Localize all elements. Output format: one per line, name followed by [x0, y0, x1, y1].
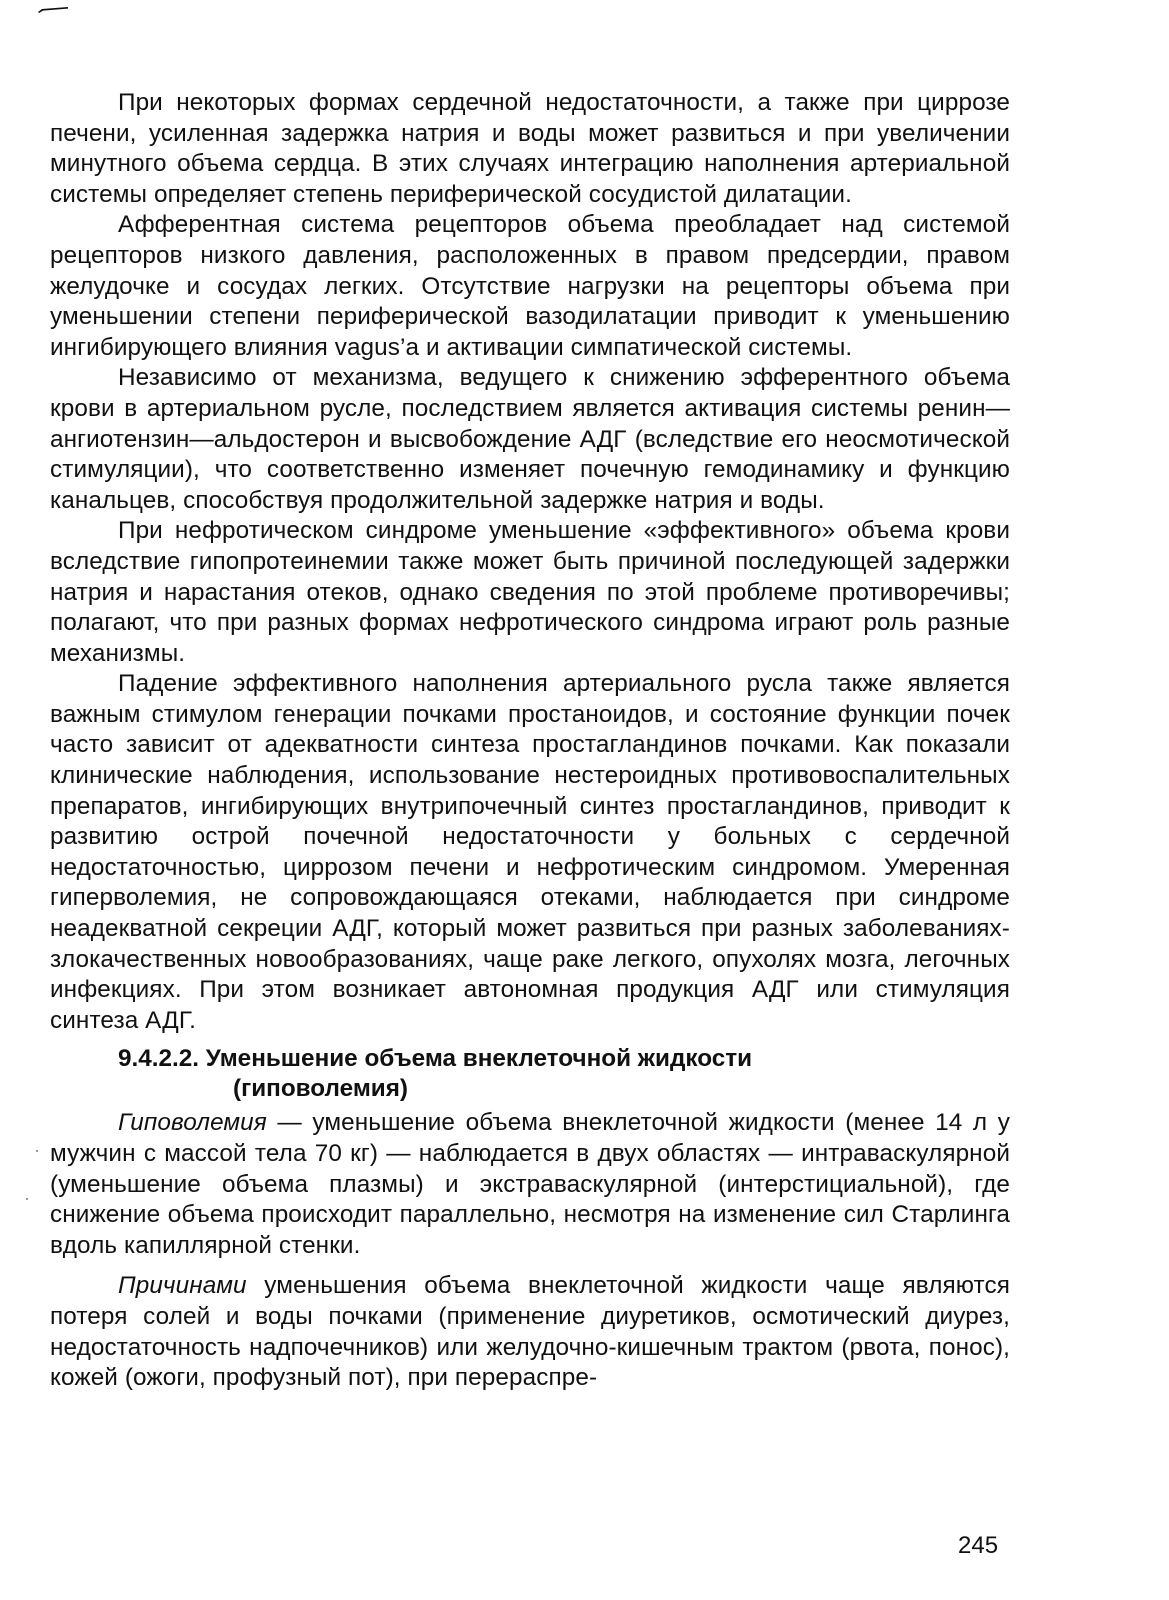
paragraph-prostanoids: Падение эффективного наполнения артериального русла также является важным стимулом генерации почками простаноидов, и состояние функции почек часто зависит от адекватности синтеза простагландинов почками. Как показали клинические наблюдения, использование нестероидных противовоспалительных препаратов, ингибирующих внутрипочечный синтез простагландинов, приводит к развитию острой почечной недостаточности у больных с сердечной недостаточностью, циррозом печени и нефротическим синдромом. Умеренная гиперволемия, не сопровождающаяся отеками, наблюдается при синдроме неадекватной секреции АДГ, который может развиться при разных заболеваниях-злокачественных новообразованиях, чаще раке легкого, опухолях мозга, легочных инфекциях. При этом возникает автономная продукция АДГ или стимуляция синтеза АДГ.	[50, 670, 1010, 1034]
section-heading	[50, 1044, 1010, 1104]
page-number: 245	[958, 1532, 999, 1559]
paragraph-renin-angiotensin: Независимо от механизма, ведущего к снижению эфферентного объема крови в артериальном русле, последствием является активация системы ренин—ангиотензин—альдостерон и высвобождение АДГ (вследствие его неосмотической стимуляции), что соответственно изменяет почечную гемодинамику и функцию канальцев, способствуя продолжительной задержке натрия и воды.	[50, 364, 1010, 514]
paragraph-nephrotic-syndrome: При нефротическом синдроме уменьшение «эффективного» объема крови вследствие гипопротеинемии также может быть причиной последующей задержки натрия и нарастания отеков, однако сведения по этой проблеме противоречивы; полагают, что при разных формах нефротического синдрома играют роль разные механизмы.	[50, 517, 1010, 667]
paragraph-afferent-receptors: Афферентная система рецепторов объема преобладает над системой рецепторов низкого давления, расположенных в правом предсердии, правом желудочке и сосудах легких. Отсутствие нагрузки на рецепторы объема при уменьшении степени периферической вазодилатации приводит к уменьшению ингибирующего влияния vagus’a и активации симпатической системы.	[50, 211, 1010, 361]
scan-corner-mark	[38, 6, 68, 13]
section-heading-line1: 9.4.2.2. Уменьшение объема внеклеточной жидкости	[118, 1045, 753, 1073]
scan-speck	[36, 1150, 38, 1152]
hypovolemia-definition-text: — уменьшение объема внеклеточной жидкости (менее 14 л у мужчин с массой тела 70 кг) — наблюдается в двух областях — интраваскулярной (уменьшение объема плазмы) и экстраваскулярной (интерстициальной), где снижение объема происходит параллельно, несмотря на изменение сил Старлинга вдоль капиллярной стенки.	[50, 1109, 1010, 1259]
paragraph-heart-failure: При некоторых формах сердечной недостаточности, а также при циррозе печени, усиленная задержка натрия и воды может развиться и при увеличении минутного объема сердца. В этих случаях интеграцию наполнения артериальной системы определяет степень периферической сосудистой дилатации.	[50, 89, 1010, 208]
term-hypovolemia: Гиповолемия	[118, 1109, 267, 1137]
paragraph-hypovolemia-definition	[50, 1108, 1010, 1261]
scan-speck	[26, 1198, 28, 1200]
paragraph-hypovolemia-causes	[50, 1271, 1010, 1393]
term-causes: Причинами	[118, 1272, 247, 1300]
section-heading-line2: (гиповолемия)	[233, 1075, 409, 1103]
page-content	[50, 88, 1010, 1394]
causes-text: уменьшения объема внеклеточной жидкости чаще являются потеря солей и воды почками (применение диуретиков, осмотический диурез, недостаточность надпочечников) или желудочно-кишечным трактом (рвота, понос), кожей (ожоги, профузный пот), при перераспре-	[50, 1272, 1010, 1392]
